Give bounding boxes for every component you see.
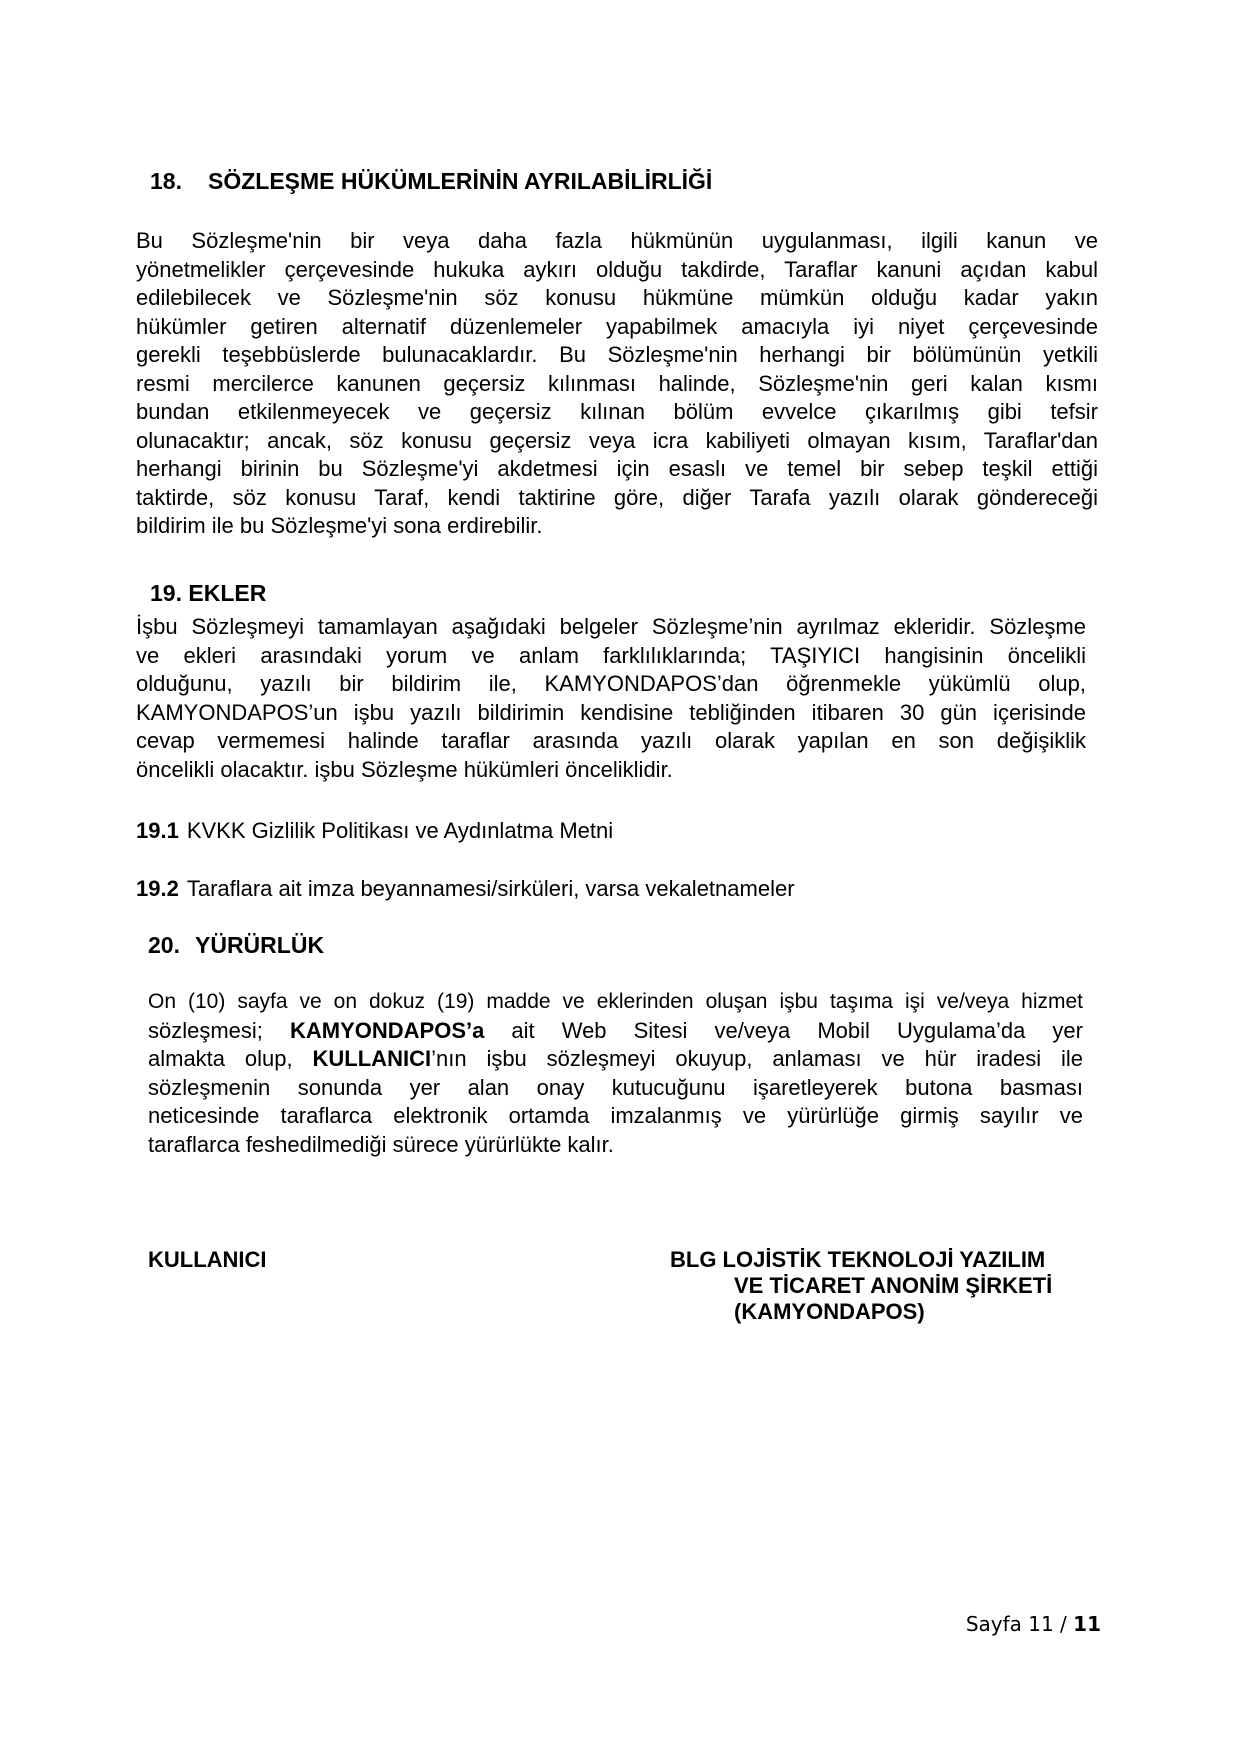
section-20-number: 20.	[148, 932, 180, 958]
annex-item-text: Taraflara ait imza beyannamesi/sirküleri, varsa vekaletnameler	[186, 876, 795, 901]
annex-item-19-2	[136, 876, 795, 902]
section-18-title: SÖZLEŞME HÜKÜMLERİNİN AYRILABİLİRLİĞİ	[208, 168, 713, 194]
paragraph-line: bildirim ile bu Sözleşme'yi sona erdirebilir.	[136, 513, 543, 538]
paragraph-line: olduğunu, yazılı bir bildirim ile, KAMYONDAPOS’dan öğrenmekle yükümlü olup,	[136, 671, 1086, 696]
section-20-paragraph	[148, 988, 1083, 1159]
section-20-heading	[148, 932, 324, 959]
company-name: KAMYONDAPOS’a	[289, 1017, 485, 1043]
paragraph-line: bundan etkilenmeyecek ve geçersiz kılınan bölüm evvelce çıkarılmış gibi tefsir	[136, 399, 1098, 424]
paragraph-line	[148, 1017, 1083, 1046]
page-label: Sayfa 11 /	[965, 1612, 1074, 1636]
signature-right-line2: VE TİCARET ANONİM ŞİRKETİ	[734, 1273, 1053, 1298]
section-20-title: YÜRÜRLÜK	[195, 932, 325, 958]
paragraph-line	[148, 1045, 1083, 1074]
page-number	[966, 1612, 1101, 1636]
paragraph-line: ve ekleri arasındaki yorum ve anlam farklılıklarında; TAŞIYICI hangisinin öncelikli	[136, 642, 1086, 668]
paragraph-line: taktirde, söz konusu Taraf, kendi taktirine göre, diğer Tarafa yazılı olarak göndereceği	[136, 484, 1098, 510]
paragraph-line: taraflarca feshedilmediği sürece yürürlükte kalır.	[148, 1131, 614, 1157]
paragraph-line: resmi mercilerce kanunen geçersiz kılınması halinde, Sözleşme'nin geri kalan kısmı	[136, 370, 1098, 396]
paragraph-line: İşbu Sözleşmeyi tamamlayan aşağıdaki belgeler Sözleşme’nin ayrılmaz ekleridir. Sözleşme	[136, 614, 1086, 639]
annex-item-number: 19.2	[136, 876, 179, 901]
section-19-heading: 19. EKLER	[150, 580, 267, 606]
signature-right-line1: BLG LOJİSTİK TEKNOLOJİ YAZILIM	[670, 1247, 1046, 1272]
paragraph-line: Bu Sözleşme'nin bir veya daha fazla hükmünün uygulanması, ilgili kanun ve	[136, 228, 1098, 253]
section-18-number: 18.	[150, 168, 182, 194]
paragraph-line: On (10) sayfa ve on dokuz (19) madde ve eklerinden oluşan işbu taşıma işi ve/veya hizmet	[148, 990, 1083, 1013]
signature-right-line3: (KAMYONDAPOS)	[734, 1299, 925, 1324]
paragraph-line: cevap vermemesi halinde taraflar arasında yazılı olarak yapılan en son değişiklik	[136, 728, 1086, 753]
section-18-heading	[150, 168, 712, 195]
paragraph-line: olunacaktır; ancak, söz konusu geçersiz veya icra kabiliyeti olmayan kısım, Taraflar'dan	[136, 427, 1098, 453]
paragraph-line: herhangi birinin bu Sözleşme'yi akdetmesi için esaslı ve temel bir sebep teşkil ettiği	[136, 456, 1098, 481]
text-run: ’nın işbu sözleşmeyi okuyup, anlaması ve hür iradesi ile	[431, 1046, 1083, 1071]
section-18-paragraph	[136, 227, 1098, 541]
paragraph-line: KAMYONDAPOS’un işbu yazılı bildirimin kendisine tebliğinden itibaren 30 gün içerisinde	[136, 699, 1086, 725]
annex-item-19-1	[136, 818, 613, 844]
page-total: 11	[1073, 1612, 1101, 1636]
user-term: KULLANICI	[312, 1046, 432, 1071]
paragraph-line: öncelikli olacaktır. işbu Sözleşme hükümleri önceliklidir.	[136, 756, 673, 782]
paragraph-line: sözleşmenin sonunda yer alan onay kutucuğunu işaretleyerek butona basması	[148, 1074, 1083, 1100]
annex-item-number: 19.1	[136, 818, 179, 843]
text-run: almakta olup,	[148, 1046, 313, 1071]
signature-left: KULLANICI	[148, 1247, 267, 1272]
section-19-paragraph	[136, 613, 1086, 784]
annex-item-text: KVKK Gizlilik Politikası ve Aydınlatma Metni	[186, 818, 614, 843]
paragraph-line: neticesinde taraflarca elektronik ortamda imzalanmış ve yürürlüğe girmiş sayılır ve	[148, 1103, 1083, 1128]
text-run: sözleşmesi;	[148, 1017, 290, 1043]
paragraph-line: hükümler getiren alternatif düzenlemeler yapabilmek amacıyla iyi niyet çerçevesinde	[136, 313, 1098, 339]
paragraph-line: yönetmelikler çerçevesinde hukuka aykırı olduğu takdirde, Taraflar kanuni açıdan kabul	[136, 256, 1098, 282]
paragraph-line: edilebilecek ve Sözleşme'nin söz konusu hükmüne mümkün olduğu kadar yakın	[136, 285, 1098, 310]
text-run: ait Web Sitesi ve/veya Mobil Uygulama’da yer	[484, 1017, 1083, 1043]
paragraph-line: gerekli teşebbüslerde bulunacaklardır. Bu Sözleşme'nin herhangi bir bölümünün yetkili	[136, 342, 1098, 367]
